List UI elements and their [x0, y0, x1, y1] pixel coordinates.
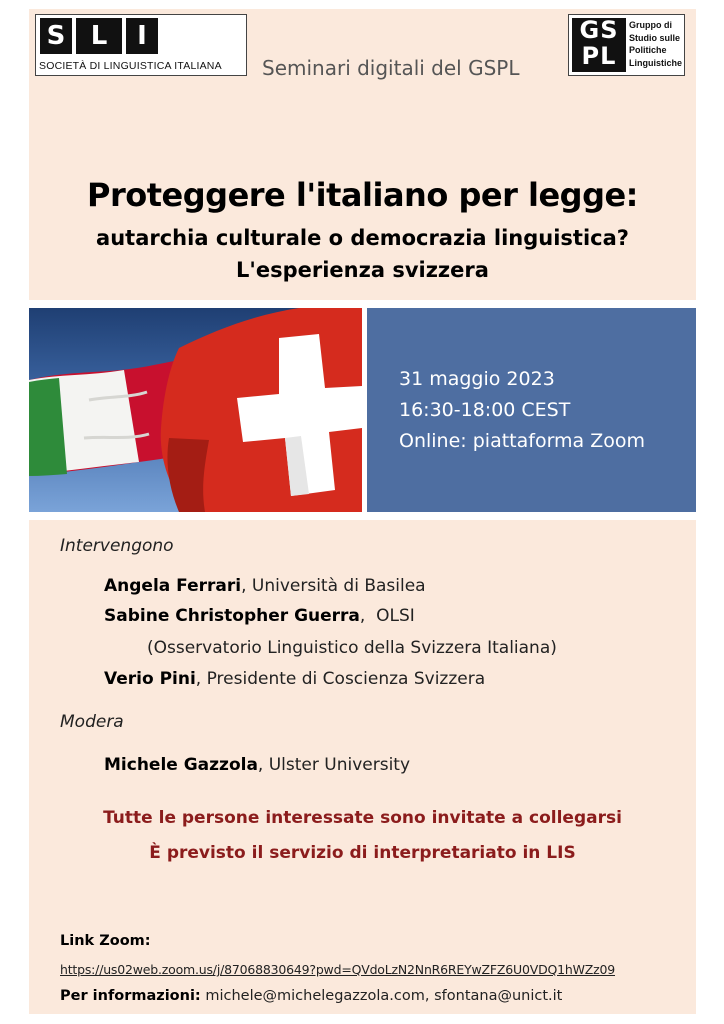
speaker-affiliation: , Presidente di Coscienza Svizzera: [195, 669, 486, 689]
seminar-series-title: Seminari digitali del GSPL: [262, 56, 520, 80]
invitation-notice: Tutte le persone interessate sono invitate a collegarsi: [103, 808, 622, 828]
contact-info: [60, 988, 562, 1004]
flags-illustration: [29, 308, 362, 512]
sli-letter-s: S: [40, 18, 72, 54]
event-date: 31 maggio 2023: [399, 368, 555, 390]
speaker-affiliation: , OLSI: [359, 606, 415, 626]
gspl-name-line: Studio sulle: [629, 32, 681, 43]
gspl-monogram-line: PL: [581, 42, 617, 70]
contact-emails[interactable]: michele@michelegazzola.com, sfontana@unict.it: [200, 988, 563, 1004]
flag-shadow: [167, 438, 209, 512]
event-subheadline: autarchia culturale o democrazia linguistica?: [96, 226, 629, 250]
olsi-expansion: (Osservatorio Linguistico della Svizzera Italiana): [147, 638, 557, 658]
speaker-name: Sabine Christopher Guerra: [104, 606, 360, 626]
gspl-name: [629, 19, 683, 69]
moderator-name: Michele Gazzola: [104, 755, 258, 775]
sli-logo: [35, 14, 247, 76]
sli-letter-l: L: [76, 18, 122, 54]
contact-label: Per informazioni:: [60, 988, 201, 1004]
speaker-item: [104, 669, 485, 689]
italian-swiss-flags-image: [29, 308, 362, 512]
event-location: Online: piattaforma Zoom: [399, 430, 646, 452]
gspl-name-line: Gruppo di: [629, 20, 672, 30]
zoom-link-label: Link Zoom:: [60, 933, 151, 949]
speaker-item: [104, 606, 415, 626]
sli-subtitle: SOCIETÀ DI LINGUISTICA ITALIANA: [39, 60, 222, 72]
zoom-link[interactable]: https://us02web.zoom.us/j/87068830649?pwd=QVdoLzN2NnR6REYwZFZ6U0VDQ1hWZz09: [60, 962, 615, 977]
event-time: 16:30-18:00 CEST: [399, 399, 571, 421]
moderator-affiliation: , Ulster University: [257, 755, 411, 775]
gspl-name-line: Politiche: [629, 45, 667, 55]
speaker-name: Verio Pini: [104, 669, 196, 689]
event-subheadline-2: L'esperienza svizzera: [236, 258, 489, 282]
event-info-box: [367, 308, 696, 512]
moderator-item: [104, 755, 410, 775]
gspl-name-line: Linguistiche: [629, 57, 683, 68]
sli-letter-i: I: [126, 18, 158, 54]
event-headline: Proteggere l'italiano per legge:: [87, 176, 638, 214]
moderator-label: Modera: [60, 712, 124, 732]
gspl-logo: [568, 14, 685, 76]
lis-interpreting-notice: È previsto il servizio di interpretariato in LIS: [149, 843, 576, 863]
speaker-name: Angela Ferrari: [104, 576, 242, 596]
speaker-item: [104, 576, 426, 596]
speaker-affiliation: , Università di Basilea: [241, 576, 426, 596]
gspl-monogram: [572, 18, 626, 72]
speakers-label: Intervengono: [60, 536, 174, 556]
gspl-monogram-line: GS: [579, 16, 619, 44]
